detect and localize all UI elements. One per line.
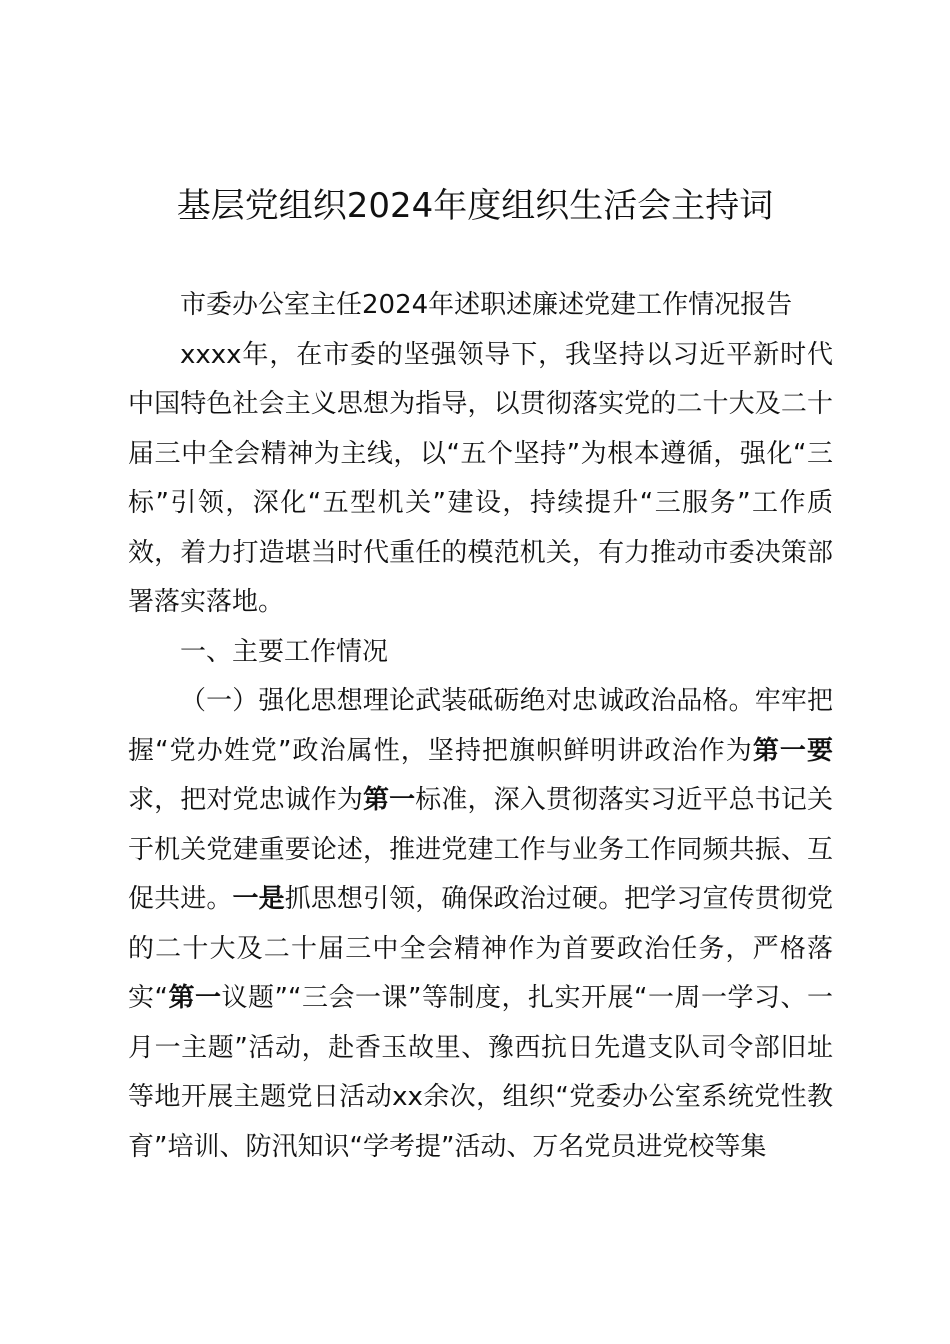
document-title: 基层党组织2024年度组织生活会主持词: [176, 186, 774, 226]
document-body: [128, 281, 833, 1172]
bold-text-run: 一是: [232, 884, 285, 914]
text-run: （一）强化思想理论武装砥砺绝对忠诚政治品格。牢牢把握“党办姓党”政治属性，坚持把旗帜鲜明讲政治作为: [128, 686, 833, 766]
bold-text-run: 第一: [363, 785, 416, 815]
bold-text-run: 第一: [167, 983, 222, 1013]
text-run: 标准，深入贯彻落实习近平总书记关于机关党建重要论述，推进党建工作与业务工作同频共振、互促共进。: [128, 785, 833, 914]
text-run: 议题”“三会一课”等制度，扎实开展“一周一学习、一月一主题”活动，赴香玉故里、豫西抗日先遣支队司令部旧址等地开展主题党日活动xx余次，组织“党委办公室系统党性教育”培训、防汛知识“学考提”活动、万名党员进党校等集: [128, 983, 833, 1162]
text-run: 求，把对党忠诚作为: [128, 785, 364, 815]
report-subtitle: 市委办公室主任2024年述职述廉述党建工作情况报告: [180, 290, 793, 320]
intro-paragraph: xxxx年，在市委的坚强领导下，我坚持以习近平新时代中国特色社会主义思想为指导，以贯彻落实党的二十大及二十届三中全会精神为主线，以“五个坚持”为根本遵循，强化“三标”引领，深化“五型机关”建设，持续提升“三服务”工作质效，着力打造堪当时代重任的模范机关，有力推动市委决策部署落实落地。: [128, 339, 833, 617]
section-paragraph: [128, 677, 833, 1172]
section-heading: 一、主要工作情况: [180, 636, 389, 667]
text-run: 抓思想引领，确保政治过硬。把学习宣传贯彻党的二十大及二十届三中全会精神作为首要政治任务，严格落实“: [128, 884, 833, 1013]
bold-text-run: 第一要: [752, 735, 833, 766]
